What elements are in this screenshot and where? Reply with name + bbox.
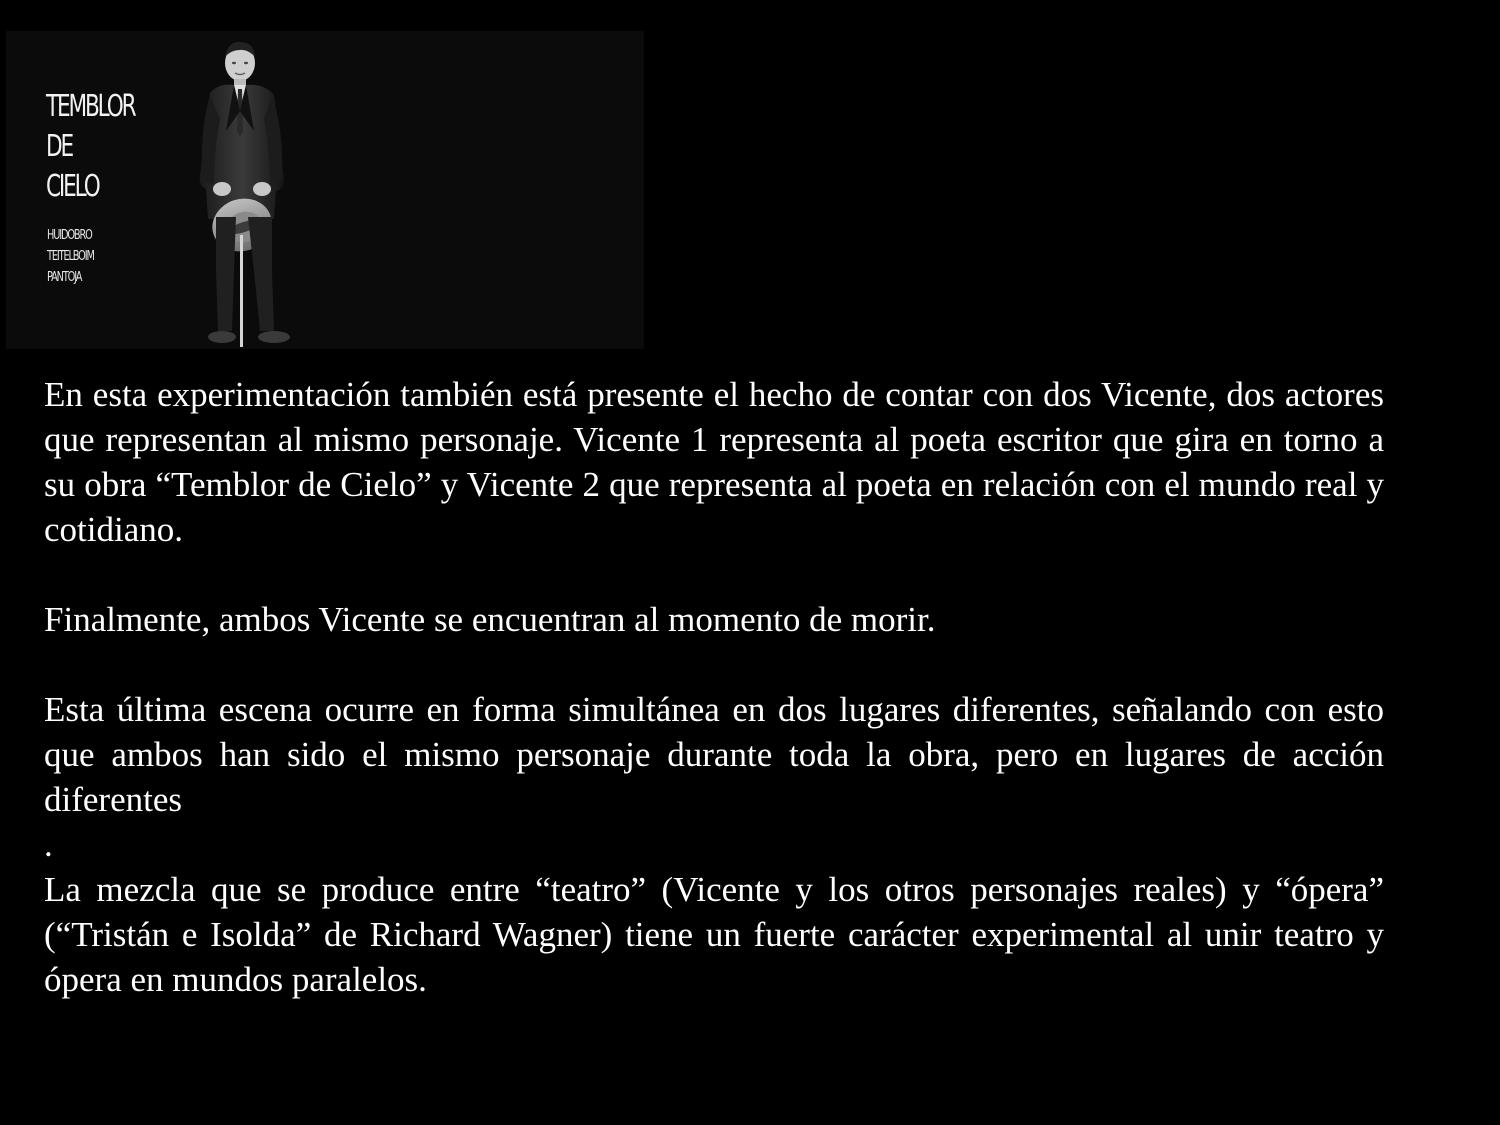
paragraph: Finalmente, ambos Vicente se encuentran al momento de morir. bbox=[44, 600, 936, 639]
poster-title-line: DE bbox=[46, 129, 72, 164]
body-text bbox=[44, 372, 1384, 1002]
poster-title bbox=[46, 87, 134, 207]
paragraph: La mezcla que se produce entre “teatro” (Vicente y los otros personajes reales) y “ópera” (“Tristán e Isolda” de Richard Wagner) tiene un fuerte carácter experimental al unir teatro y ópera en mundos paralelos. bbox=[44, 870, 1384, 999]
poster-title-line: TEMBLOR bbox=[46, 89, 135, 124]
poster-title-line: CIELO bbox=[46, 169, 99, 204]
paragraph: En esta experimentación también está presente el hecho de contar con dos Vicente, dos actores que representan al mismo personaje. Vicente 1 representa al poeta escritor que gira en torno a su obra “Temblor de Cielo” y Vicente 2 que representa al poeta en relación con el mundo real y cotidiano. bbox=[44, 375, 1384, 549]
poster-image bbox=[6, 31, 644, 349]
man-in-suit-photo bbox=[188, 39, 318, 349]
poster-credit-line: PANTOJA bbox=[47, 270, 82, 285]
poster-credits bbox=[47, 225, 94, 288]
paragraph: Esta última escena ocurre en forma simultánea en dos lugares diferentes, señalando con esto que ambos han sido el mismo personaje durante toda la obra, pero en lugares de acción diferentes bbox=[44, 690, 1384, 819]
paragraph-dot: . bbox=[44, 825, 53, 864]
poster-credit-line: TEITELBOIM bbox=[47, 249, 94, 264]
poster-credit-line: HUIDOBRO bbox=[47, 228, 92, 243]
